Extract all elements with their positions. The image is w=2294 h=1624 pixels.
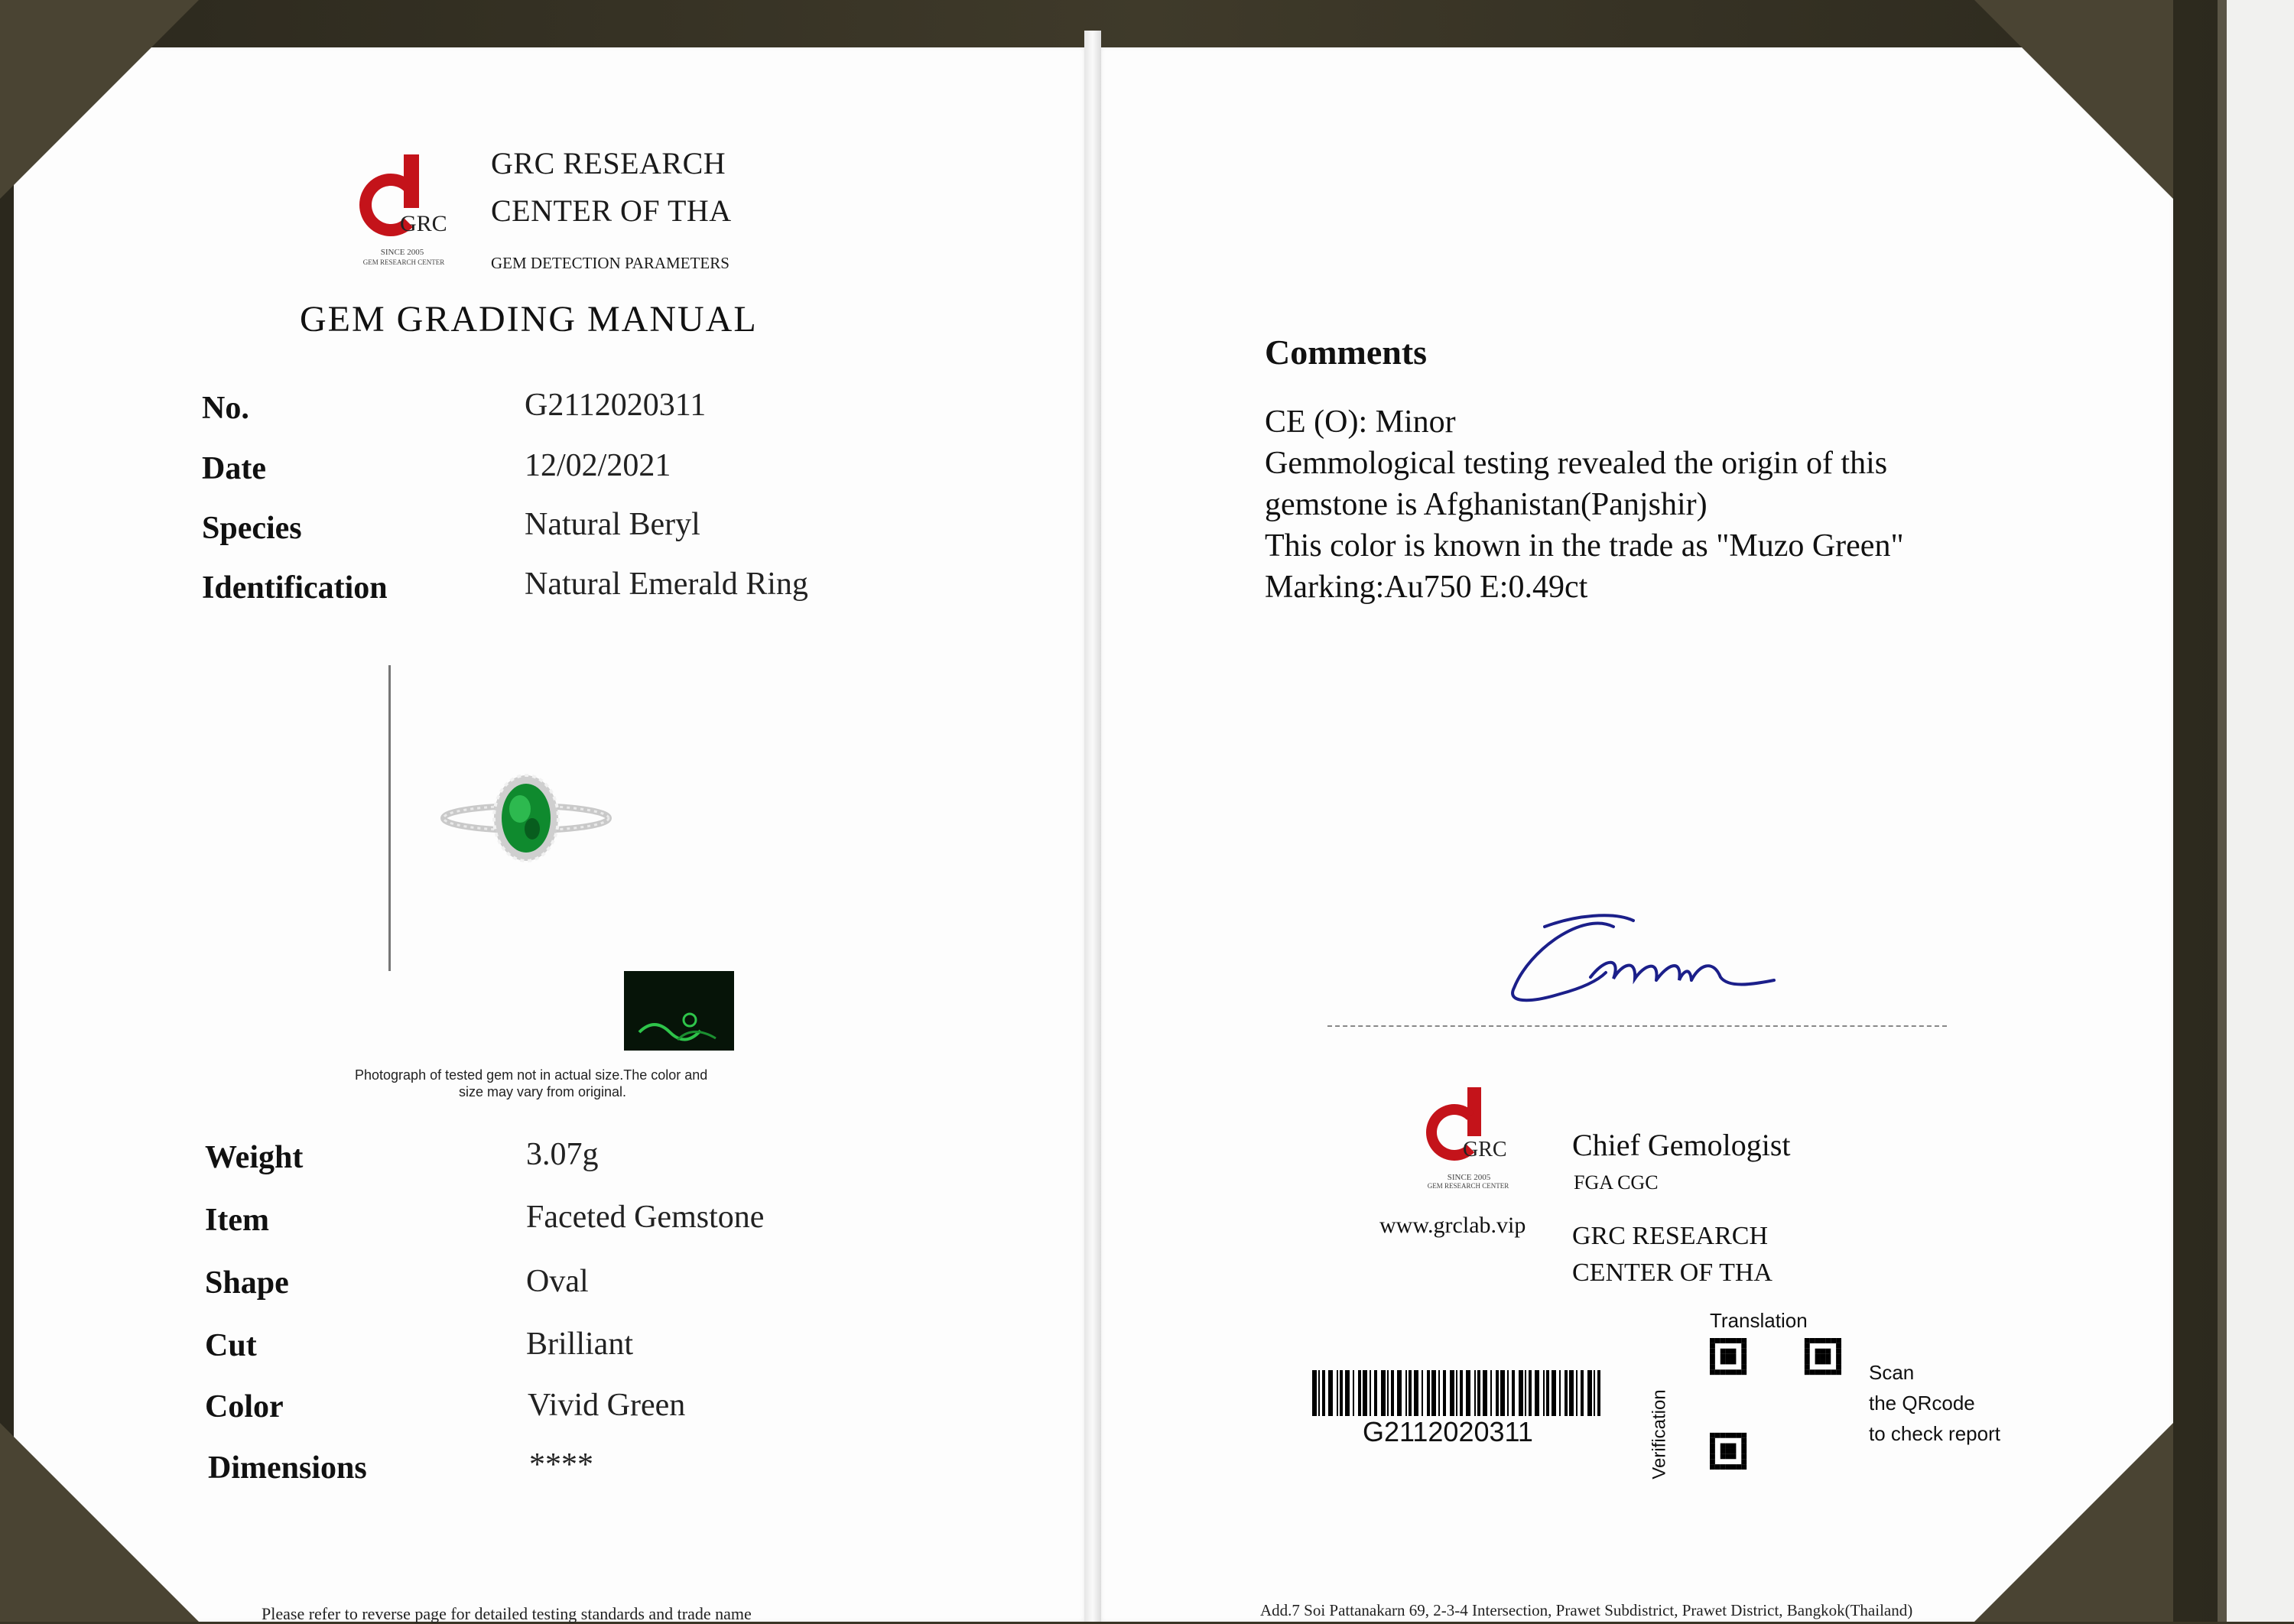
comment-line: This color is known in the trade as "Muzo Green" (1265, 528, 1904, 564)
ring-image (388, 665, 817, 1032)
value-cut: Brilliant (526, 1327, 633, 1362)
comments-title: Comments (1265, 333, 1428, 372)
logo-since: SINCE 2005 (380, 248, 424, 257)
qr-hint-2: the QRcode (1869, 1392, 1975, 1415)
label-dimensions: Dimensions (208, 1450, 367, 1486)
logo-since: SINCE 2005 (1447, 1173, 1491, 1182)
qr-hint-3: to check report (1869, 1422, 2000, 1445)
left-footer: Please refer to reverse page for detailed testing standards and trade name (262, 1604, 752, 1623)
signer-title: Chief Gemologist (1572, 1128, 1791, 1162)
photo-note-line2: size may vary from original. (459, 1084, 627, 1099)
qr-side-label: Verification (1649, 1389, 1670, 1479)
photo-corner-bottom-right (1974, 1423, 2173, 1622)
label-color: Color (205, 1389, 284, 1424)
photo-note-line1: Photograph of tested gem not in actual size.The color and (355, 1067, 708, 1083)
logo-center-name: GEM RESEARCH CENTER (1427, 1182, 1509, 1190)
org-name-line1: GRC RESEARCH (491, 146, 726, 180)
value-weight: 3.07g (526, 1137, 599, 1172)
qr-code[interactable] (1710, 1338, 1841, 1470)
folder-edge-strip (2227, 0, 2294, 1622)
signer-credentials: FGA CGC (1574, 1171, 1659, 1194)
label-cut: Cut (205, 1328, 257, 1363)
org-line1: GRC RESEARCH (1572, 1222, 1768, 1250)
gem-photo (388, 665, 817, 1032)
photo-corner-top-left (0, 0, 199, 199)
label-item: Item (205, 1203, 269, 1238)
left-page (14, 47, 1084, 1622)
label-shape: Shape (205, 1265, 289, 1301)
logo-text: GRC (1463, 1138, 1507, 1161)
label-no: No. (202, 391, 249, 426)
barcode-number: G2112020311 (1363, 1416, 1533, 1447)
qr-hint-1: Scan (1869, 1361, 1915, 1384)
value-color: Vivid Green (528, 1388, 686, 1423)
document-title: GEM GRADING MANUAL (300, 299, 758, 339)
org-line2: CENTER OF THA (1572, 1259, 1772, 1287)
signature (1499, 904, 1820, 1011)
value-identification: Natural Emerald Ring (525, 567, 808, 602)
org-subtitle: GEM DETECTION PARAMETERS (491, 254, 729, 272)
comment-line: Marking:Au750 E:0.49ct (1265, 570, 1588, 605)
folder-spine (1084, 31, 1101, 1622)
grc-logo-small (1411, 1087, 1526, 1194)
right-page (1101, 47, 2173, 1622)
logo-center-name: GEM RESEARCH CENTER (362, 258, 445, 266)
barcode (1312, 1370, 1603, 1416)
value-date: 12/02/2021 (525, 448, 671, 483)
value-dimensions: **** (529, 1447, 593, 1483)
logo-text: GRC (400, 211, 447, 236)
grc-logo (343, 154, 465, 269)
label-species: Species (202, 511, 302, 546)
photo-corner-top-right (1974, 0, 2173, 199)
label-date: Date (202, 451, 266, 486)
signature-line (1327, 1025, 1947, 1027)
value-item: Faceted Gemstone (526, 1200, 765, 1235)
label-identification: Identification (202, 570, 388, 606)
website: www.grclab.vip (1379, 1213, 1526, 1238)
org-name-line2: CENTER OF THA (491, 193, 732, 228)
value-species: Natural Beryl (525, 507, 700, 542)
photo-corner-bottom-left (0, 1423, 199, 1622)
value-shape: Oval (526, 1264, 589, 1299)
comment-line: CE (O): Minor (1265, 404, 1456, 440)
comment-line: Gemmological testing revealed the origin of this (1265, 446, 1888, 481)
inclusion-photo (624, 971, 734, 1051)
qr-top-label: Translation (1710, 1309, 1808, 1332)
value-no: G2112020311 (525, 388, 707, 423)
comment-line: gemstone is Afghanistan(Panjshir) (1265, 487, 1708, 522)
address: Add.7 Soi Pattanakarn 69, 2-3-4 Intersection, Prawet Subdistrict, Prawet District, Bangkok(Thailand) (1260, 1601, 1913, 1619)
label-weight: Weight (205, 1140, 304, 1175)
